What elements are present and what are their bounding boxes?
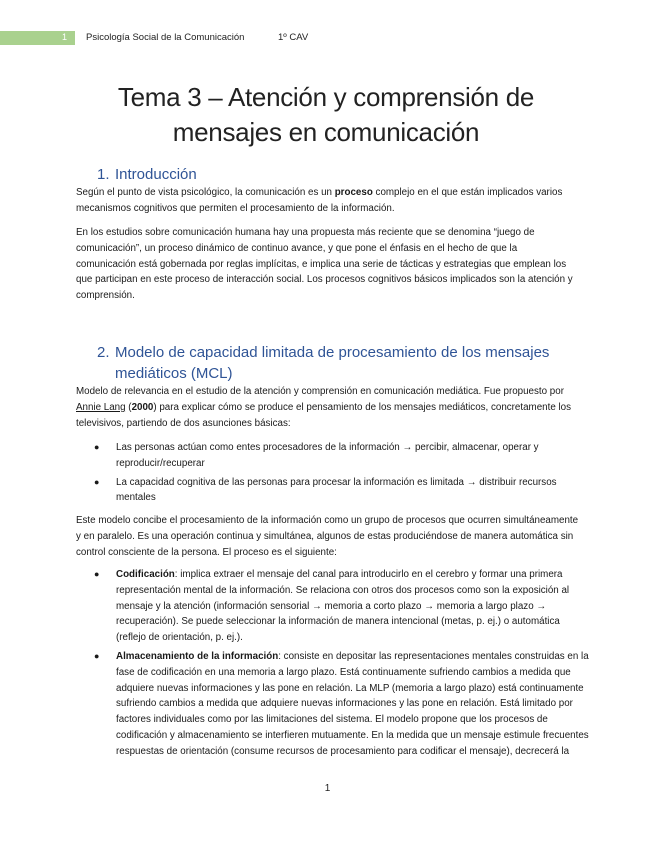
list-item xyxy=(94,440,589,472)
section-heading-introduccion xyxy=(97,166,197,183)
text-run: complejo en el que están implicados varios mecanismos cognitivos que permiten el procesamiento de la información. xyxy=(76,187,563,214)
list-item xyxy=(94,649,589,760)
header-page-number: 1 xyxy=(62,32,68,42)
document-title: Tema 3 – Atención y comprensión de mensajes en comunicación xyxy=(117,82,535,147)
bullet-icon: ● xyxy=(94,650,100,661)
year: 2000 xyxy=(131,401,154,413)
process-term: Almacenamiento de la información xyxy=(116,650,279,662)
text-run: Según el punto de vista psicológico, la comunicación es un xyxy=(76,187,335,198)
list-item-text: Las personas actúan como entes procesadores de la información → percibir, almacenar, operar y reproducir/recuperar xyxy=(116,442,539,469)
assumptions-list xyxy=(94,440,589,509)
section-number: 2. xyxy=(97,344,110,361)
bullet-icon: ● xyxy=(94,476,100,487)
list-item-text: La capacidad cognitiva de las personas para procesar la información es limitada → distribuir recursos mentales xyxy=(116,476,557,504)
process-description: : consiste en depositar las representaciones mentales construidas en la fase de codificación en una memoria a largo plazo. Está continuamente sufriendo cambios a medida que adquiere nuevas informaciones y las pone en relación. La MLP (memoria a largo plazo) está continuamente sufriendo cambios a medida que adquiere nuevas informaciones y las pone en relación. Está limitado por factores individuales como por las limitaciones del sistema. El modelo propone que los procesos de codificación y almacenamiento se interfieren mutuamente. En la medida que un mensaje estimule frecuentes respuestas de orientación (consume recursos de procesamiento para codificar el mensaje), decrecerá la xyxy=(116,650,589,757)
page-header xyxy=(0,31,655,45)
author-name: Annie Lang xyxy=(76,401,126,413)
text-run: ( xyxy=(125,401,132,413)
bullet-icon: ● xyxy=(94,442,100,452)
section-heading-mcl xyxy=(97,342,587,384)
section-title: Introducción xyxy=(115,166,197,183)
list-item xyxy=(94,475,589,507)
header-course-level: 1º CAV xyxy=(278,32,309,43)
bullet-icon: ● xyxy=(94,569,100,579)
process-term: Codificación xyxy=(116,569,175,580)
process-description: : implica extraer el mensaje del canal para introducirlo en el cerebro y formar una primera representación mental de la información. Se relaciona con otros dos procesos como son la exposición al mensaje y la atención (información sensorial → memoria a corto plazo → memoria a largo plazo → recuperación). Se puede seleccionar la información de manera intencional (metas, p. ej.) o automática (reflejo de orientación, p. ej.). xyxy=(116,569,570,644)
paragraph-intro-2: En los estudios sobre comunicación humana hay una propuesta más reciente que se denomina “juego de comunicación”, un proceso dinámico de continuo avance, y que pone el énfasis en el hecho de que la comunicación está gobernada por reglas implícitas, e implica una serie de tácticas y estrategias que emplean los que participan en este proceso de interacción social. Los procesos cognitivos básicos implicados son la atención y comprensión. xyxy=(76,227,573,302)
paragraph-model-description: Este modelo concibe el procesamiento de la información como un grupo de procesos que ocurren simultáneamente y en paralelo. Es una operación continua y simultánea, algunos de estas produciéndose de manera automática sin control consciente de la persona. El proceso es el siguiente: xyxy=(76,515,579,558)
footer-page-number: 1 xyxy=(324,783,331,794)
paragraph-intro-1 xyxy=(76,185,579,217)
list-item xyxy=(94,567,589,646)
text-run: Modelo de relevancia en el estudio de la atención y comprensión en comunicación mediática. Fue propuesto por xyxy=(76,386,564,397)
section-number: 1. xyxy=(97,166,110,183)
paragraph-mcl-intro xyxy=(76,384,579,431)
bold-term: proceso xyxy=(334,187,373,198)
text-run: ) para explicar cómo se produce el pensamiento de los mensajes mediáticos, concretamente los televisivos, partiendo de dos asunciones básicas: xyxy=(76,401,572,429)
section-title-line1: Modelo de capacidad limitada de procesamiento de los mensajes xyxy=(115,344,550,361)
section-title-line2: mediáticos (MCL) xyxy=(115,365,233,382)
process-list xyxy=(94,567,589,763)
header-course-name: Psicología Social de la Comunicación xyxy=(86,32,245,43)
